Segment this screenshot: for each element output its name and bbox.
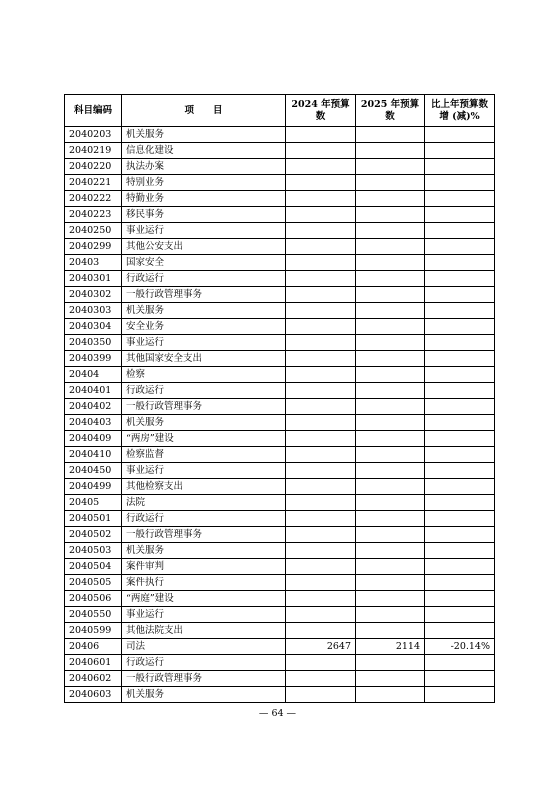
cell-change-percent: [425, 607, 495, 623]
cell-change-percent: [425, 511, 495, 527]
cell-code: 2040599: [65, 623, 122, 639]
cell-budget-2025: [356, 127, 425, 143]
table-row: [65, 223, 495, 239]
cell-change-percent: [425, 655, 495, 671]
cell-code: 2040304: [65, 319, 122, 335]
cell-change-percent: [425, 479, 495, 495]
cell-budget-2025: [356, 495, 425, 511]
cell-change-percent: [425, 319, 495, 335]
cell-code: 2040399: [65, 351, 122, 367]
cell-item-name: 事业运行: [122, 223, 286, 239]
cell-code: 2040223: [65, 207, 122, 223]
cell-code: 2040506: [65, 591, 122, 607]
cell-budget-2025: [356, 239, 425, 255]
cell-change-percent: [425, 591, 495, 607]
cell-code: 2040401: [65, 383, 122, 399]
table-row: [65, 591, 495, 607]
cell-budget-2024: [286, 671, 356, 687]
cell-change-percent: [425, 207, 495, 223]
cell-code: 2040502: [65, 527, 122, 543]
cell-item-name: 司法: [122, 639, 286, 655]
cell-code: 2040601: [65, 655, 122, 671]
cell-budget-2025: [356, 255, 425, 271]
header-budget-2025: 2025 年预算数: [356, 95, 425, 127]
cell-budget-2025: 2114: [356, 639, 425, 655]
cell-budget-2024: [286, 575, 356, 591]
header-code: 科目编码: [65, 95, 122, 127]
cell-item-name: 机关服务: [122, 127, 286, 143]
cell-change-percent: [425, 335, 495, 351]
cell-item-name: 事业运行: [122, 607, 286, 623]
cell-item-name: 机关服务: [122, 303, 286, 319]
cell-item-name: 其他检察支出: [122, 479, 286, 495]
cell-change-percent: [425, 303, 495, 319]
cell-change-percent: [425, 527, 495, 543]
cell-change-percent: [425, 255, 495, 271]
cell-code: 2040501: [65, 511, 122, 527]
cell-item-name: 移民事务: [122, 207, 286, 223]
cell-budget-2024: [286, 383, 356, 399]
cell-budget-2025: [356, 143, 425, 159]
cell-budget-2025: [356, 367, 425, 383]
cell-budget-2024: [286, 127, 356, 143]
table-row: [65, 319, 495, 335]
cell-budget-2025: [356, 319, 425, 335]
cell-budget-2025: [356, 303, 425, 319]
cell-change-percent: [425, 367, 495, 383]
cell-budget-2024: [286, 543, 356, 559]
cell-change-percent: [425, 127, 495, 143]
cell-code: 2040350: [65, 335, 122, 351]
cell-change-percent: [425, 271, 495, 287]
cell-code: 2040250: [65, 223, 122, 239]
cell-budget-2025: [356, 383, 425, 399]
cell-budget-2025: [356, 191, 425, 207]
table-row: [65, 175, 495, 191]
table-row: [65, 159, 495, 175]
cell-budget-2025: [356, 335, 425, 351]
table-row: [65, 415, 495, 431]
cell-code: 2040550: [65, 607, 122, 623]
cell-budget-2025: [356, 447, 425, 463]
cell-item-name: 事业运行: [122, 335, 286, 351]
cell-budget-2024: [286, 607, 356, 623]
cell-item-name: 执法办案: [122, 159, 286, 175]
cell-budget-2024: [286, 335, 356, 351]
cell-code: 20404: [65, 367, 122, 383]
cell-budget-2024: [286, 591, 356, 607]
cell-change-percent: [425, 383, 495, 399]
table-row: [65, 207, 495, 223]
cell-code: 2040504: [65, 559, 122, 575]
cell-code: 2040603: [65, 687, 122, 703]
cell-change-percent: [425, 415, 495, 431]
cell-code: 2040219: [65, 143, 122, 159]
table-body: [65, 127, 495, 703]
cell-budget-2024: [286, 559, 356, 575]
header-budget-2024: 2024 年预算数: [286, 95, 356, 127]
cell-budget-2025: [356, 431, 425, 447]
cell-change-percent: [425, 143, 495, 159]
cell-budget-2024: [286, 655, 356, 671]
cell-code: 2040450: [65, 463, 122, 479]
table-row: [65, 623, 495, 639]
cell-change-percent: [425, 671, 495, 687]
cell-change-percent: [425, 351, 495, 367]
cell-change-percent: [425, 687, 495, 703]
table-row: [65, 559, 495, 575]
cell-item-name: 一般行政管理事务: [122, 671, 286, 687]
cell-change-percent: [425, 623, 495, 639]
cell-change-percent: [425, 543, 495, 559]
cell-change-percent: [425, 399, 495, 415]
cell-budget-2024: [286, 479, 356, 495]
cell-item-name: 行政运行: [122, 383, 286, 399]
cell-budget-2024: [286, 271, 356, 287]
cell-budget-2025: [356, 159, 425, 175]
cell-code: 2040505: [65, 575, 122, 591]
cell-budget-2024: [286, 175, 356, 191]
table-row: [65, 671, 495, 687]
table-row: [65, 655, 495, 671]
cell-code: 2040409: [65, 431, 122, 447]
cell-budget-2024: [286, 415, 356, 431]
cell-code: 2040402: [65, 399, 122, 415]
cell-budget-2024: [286, 463, 356, 479]
cell-code: 2040221: [65, 175, 122, 191]
cell-budget-2024: [286, 495, 356, 511]
page-number: — 64 —: [258, 708, 297, 719]
cell-budget-2024: [286, 239, 356, 255]
cell-budget-2024: [286, 527, 356, 543]
cell-item-name: 机关服务: [122, 543, 286, 559]
cell-budget-2024: [286, 143, 356, 159]
cell-budget-2025: [356, 655, 425, 671]
cell-budget-2024: [286, 623, 356, 639]
cell-budget-2024: [286, 223, 356, 239]
cell-code: 2040220: [65, 159, 122, 175]
cell-change-percent: [425, 463, 495, 479]
cell-change-percent: [425, 447, 495, 463]
cell-item-name: 国家安全: [122, 255, 286, 271]
cell-item-name: 法院: [122, 495, 286, 511]
cell-code: 2040302: [65, 287, 122, 303]
cell-change-percent: [425, 287, 495, 303]
cell-budget-2025: [356, 287, 425, 303]
cell-budget-2025: [356, 415, 425, 431]
table-row: [65, 543, 495, 559]
cell-change-percent: [425, 239, 495, 255]
table-row: [65, 511, 495, 527]
header-change: 比上年预算数增 (减)%: [425, 95, 495, 127]
table-row: [65, 191, 495, 207]
cell-change-percent: [425, 223, 495, 239]
table-row: [65, 447, 495, 463]
cell-code: 2040301: [65, 271, 122, 287]
cell-budget-2025: [356, 559, 425, 575]
table-row: [65, 607, 495, 623]
table-row: [65, 527, 495, 543]
cell-item-name: 一般行政管理事务: [122, 527, 286, 543]
cell-item-name: 案件审判: [122, 559, 286, 575]
cell-budget-2025: [356, 687, 425, 703]
cell-code: 2040299: [65, 239, 122, 255]
cell-item-name: 事业运行: [122, 463, 286, 479]
cell-code: 2040303: [65, 303, 122, 319]
cell-budget-2025: [356, 175, 425, 191]
cell-budget-2024: [286, 255, 356, 271]
cell-item-name: 安全业务: [122, 319, 286, 335]
cell-item-name: 其他法院支出: [122, 623, 286, 639]
cell-budget-2025: [356, 399, 425, 415]
cell-change-percent: [425, 559, 495, 575]
cell-budget-2025: [356, 223, 425, 239]
cell-budget-2024: [286, 511, 356, 527]
cell-item-name: 行政运行: [122, 271, 286, 287]
cell-item-name: 行政运行: [122, 511, 286, 527]
table-header-row: [65, 95, 495, 127]
cell-budget-2024: [286, 687, 356, 703]
table-row: [65, 127, 495, 143]
cell-item-name: 检察: [122, 367, 286, 383]
cell-budget-2024: 2647: [286, 639, 356, 655]
table-row: [65, 639, 495, 655]
cell-budget-2025: [356, 527, 425, 543]
cell-item-name: 机关服务: [122, 415, 286, 431]
cell-change-percent: [425, 191, 495, 207]
cell-change-percent: -20.14%: [425, 639, 495, 655]
cell-code: 2040499: [65, 479, 122, 495]
table-row: [65, 303, 495, 319]
cell-item-name: 信息化建设: [122, 143, 286, 159]
cell-code: 2040203: [65, 127, 122, 143]
cell-change-percent: [425, 431, 495, 447]
cell-change-percent: [425, 175, 495, 191]
cell-budget-2025: [356, 271, 425, 287]
cell-item-name: 机关服务: [122, 687, 286, 703]
table-row: [65, 431, 495, 447]
cell-budget-2025: [356, 207, 425, 223]
header-name: 项 目: [122, 95, 286, 127]
cell-item-name: 特勤业务: [122, 191, 286, 207]
cell-item-name: 行政运行: [122, 655, 286, 671]
cell-change-percent: [425, 159, 495, 175]
cell-item-name: 案件执行: [122, 575, 286, 591]
cell-change-percent: [425, 495, 495, 511]
table-row: [65, 239, 495, 255]
cell-item-name: 特别业务: [122, 175, 286, 191]
cell-item-name: 一般行政管理事务: [122, 287, 286, 303]
table-row: [65, 383, 495, 399]
budget-table-container: [64, 94, 494, 703]
table-row: [65, 463, 495, 479]
cell-budget-2025: [356, 543, 425, 559]
cell-item-name: 其他公安支出: [122, 239, 286, 255]
cell-code: 2040222: [65, 191, 122, 207]
cell-budget-2024: [286, 351, 356, 367]
cell-budget-2025: [356, 479, 425, 495]
table-row: [65, 271, 495, 287]
cell-budget-2024: [286, 207, 356, 223]
cell-budget-2025: [356, 671, 425, 687]
cell-change-percent: [425, 575, 495, 591]
table-row: [65, 399, 495, 415]
cell-budget-2024: [286, 367, 356, 383]
cell-code: 2040602: [65, 671, 122, 687]
cell-item-name: “两庭”建设: [122, 591, 286, 607]
cell-code: 2040503: [65, 543, 122, 559]
cell-budget-2024: [286, 287, 356, 303]
cell-budget-2025: [356, 607, 425, 623]
cell-budget-2025: [356, 463, 425, 479]
cell-code: 20405: [65, 495, 122, 511]
cell-item-name: 一般行政管理事务: [122, 399, 286, 415]
table-row: [65, 479, 495, 495]
table-row: [65, 335, 495, 351]
cell-budget-2024: [286, 191, 356, 207]
budget-table: [64, 94, 495, 703]
cell-item-name: 其他国家安全支出: [122, 351, 286, 367]
cell-code: 2040410: [65, 447, 122, 463]
cell-budget-2024: [286, 303, 356, 319]
cell-budget-2024: [286, 447, 356, 463]
cell-budget-2024: [286, 159, 356, 175]
table-row: [65, 495, 495, 511]
cell-budget-2024: [286, 319, 356, 335]
cell-code: 2040403: [65, 415, 122, 431]
table-row: [65, 287, 495, 303]
cell-budget-2025: [356, 511, 425, 527]
table-row: [65, 575, 495, 591]
table-row: [65, 255, 495, 271]
cell-code: 20406: [65, 639, 122, 655]
table-row: [65, 367, 495, 383]
cell-budget-2025: [356, 623, 425, 639]
cell-item-name: “两房”建设: [122, 431, 286, 447]
cell-budget-2025: [356, 351, 425, 367]
table-row: [65, 687, 495, 703]
cell-budget-2025: [356, 591, 425, 607]
cell-budget-2024: [286, 399, 356, 415]
cell-budget-2024: [286, 431, 356, 447]
table-row: [65, 351, 495, 367]
table-row: [65, 143, 495, 159]
cell-code: 20403: [65, 255, 122, 271]
cell-item-name: 检察监督: [122, 447, 286, 463]
cell-budget-2025: [356, 575, 425, 591]
